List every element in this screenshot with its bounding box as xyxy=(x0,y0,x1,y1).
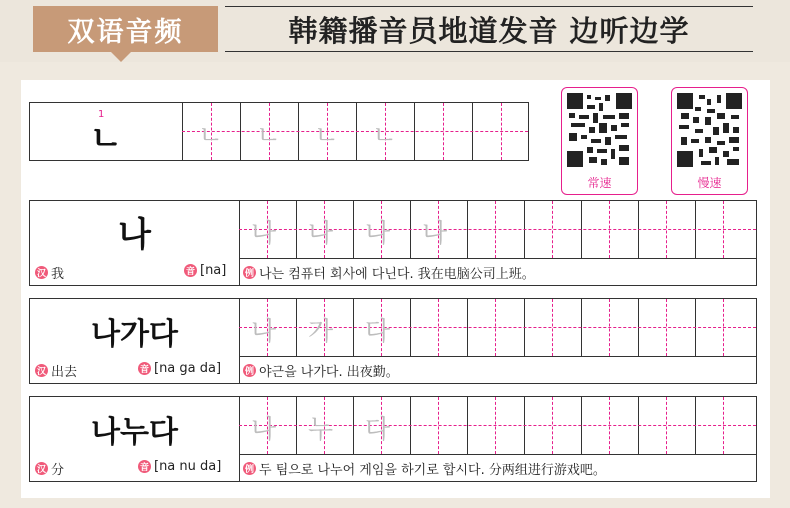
li-badge-icon: 例 xyxy=(243,364,256,377)
yin-badge-icon: 音 xyxy=(138,460,151,473)
pronunciation: 音 [na ga da] xyxy=(139,361,222,376)
header-banner xyxy=(0,0,790,62)
han-badge-icon: 汉 xyxy=(35,364,48,377)
word-glyph: 나가다 xyxy=(91,317,178,352)
letter-glyph: ㄴ xyxy=(89,119,123,159)
trace-glyph: 나 xyxy=(251,317,277,347)
writing-grid xyxy=(239,397,756,454)
qr-label-normal: 常速 xyxy=(587,176,612,190)
example-sentence: 例 야근을 나가다. 出夜勤。 xyxy=(244,365,399,380)
word-glyph: 나 xyxy=(118,215,151,255)
pronunciation: 音 [na] xyxy=(185,263,227,278)
yin-badge-icon: 音 xyxy=(138,362,151,375)
trace-glyph: ㄴ xyxy=(198,121,224,151)
example-sentence: 例 나는 컴퓨터 회사에 다닌다. 我在电脑公司上班。 xyxy=(244,267,535,282)
han-badge-icon: 汉 xyxy=(35,266,48,279)
trace-glyph: 다 xyxy=(365,415,391,445)
li-badge-icon: 例 xyxy=(243,462,256,475)
qr-card-normal[interactable] xyxy=(561,87,638,195)
meaning: 汉 我 xyxy=(36,267,65,282)
writing-grid xyxy=(239,201,756,258)
stroke-number: 1 xyxy=(98,109,105,120)
trace-glyph: 나 xyxy=(422,219,448,249)
li-badge-icon: 例 xyxy=(243,266,256,279)
trace-glyph: 나 xyxy=(251,415,277,445)
trace-glyph: ㄴ xyxy=(314,121,340,151)
qr-card-slow[interactable] xyxy=(671,87,748,195)
header-title: 韩籍播音员地道发音 边听边学 xyxy=(225,6,753,52)
trace-glyph: 가 xyxy=(308,317,334,347)
trace-glyph: 누 xyxy=(308,415,334,445)
letter-cell xyxy=(30,103,182,160)
trace-glyph: ㄴ xyxy=(256,121,282,151)
word-card xyxy=(29,298,757,384)
word-card xyxy=(29,396,757,482)
qr-label-slow: 慢速 xyxy=(697,176,722,190)
qr-code-icon xyxy=(677,93,742,167)
word-card xyxy=(29,200,757,286)
trace-glyph: 나 xyxy=(365,219,391,249)
qr-code-icon xyxy=(567,93,632,167)
writing-grid xyxy=(239,299,756,356)
pronunciation: 音 [na nu da] xyxy=(139,459,222,474)
trace-glyph: 나 xyxy=(251,219,277,249)
letter-practice-row xyxy=(29,102,529,161)
han-badge-icon: 汉 xyxy=(35,462,48,475)
yin-badge-icon: 音 xyxy=(184,264,197,277)
trace-glyph: 나 xyxy=(308,219,334,249)
meaning: 汉 分 xyxy=(36,463,65,478)
trace-glyph: ㄴ xyxy=(372,121,398,151)
audio-tag: 双语音频 xyxy=(33,6,218,52)
trace-glyph: 다 xyxy=(365,317,391,347)
example-sentence: 例 두 팀으로 나누어 게임을 하기로 합시다. 分两组进行游戏吧。 xyxy=(244,463,606,478)
word-glyph: 나누다 xyxy=(91,415,178,450)
meaning: 汉 出去 xyxy=(36,365,78,380)
